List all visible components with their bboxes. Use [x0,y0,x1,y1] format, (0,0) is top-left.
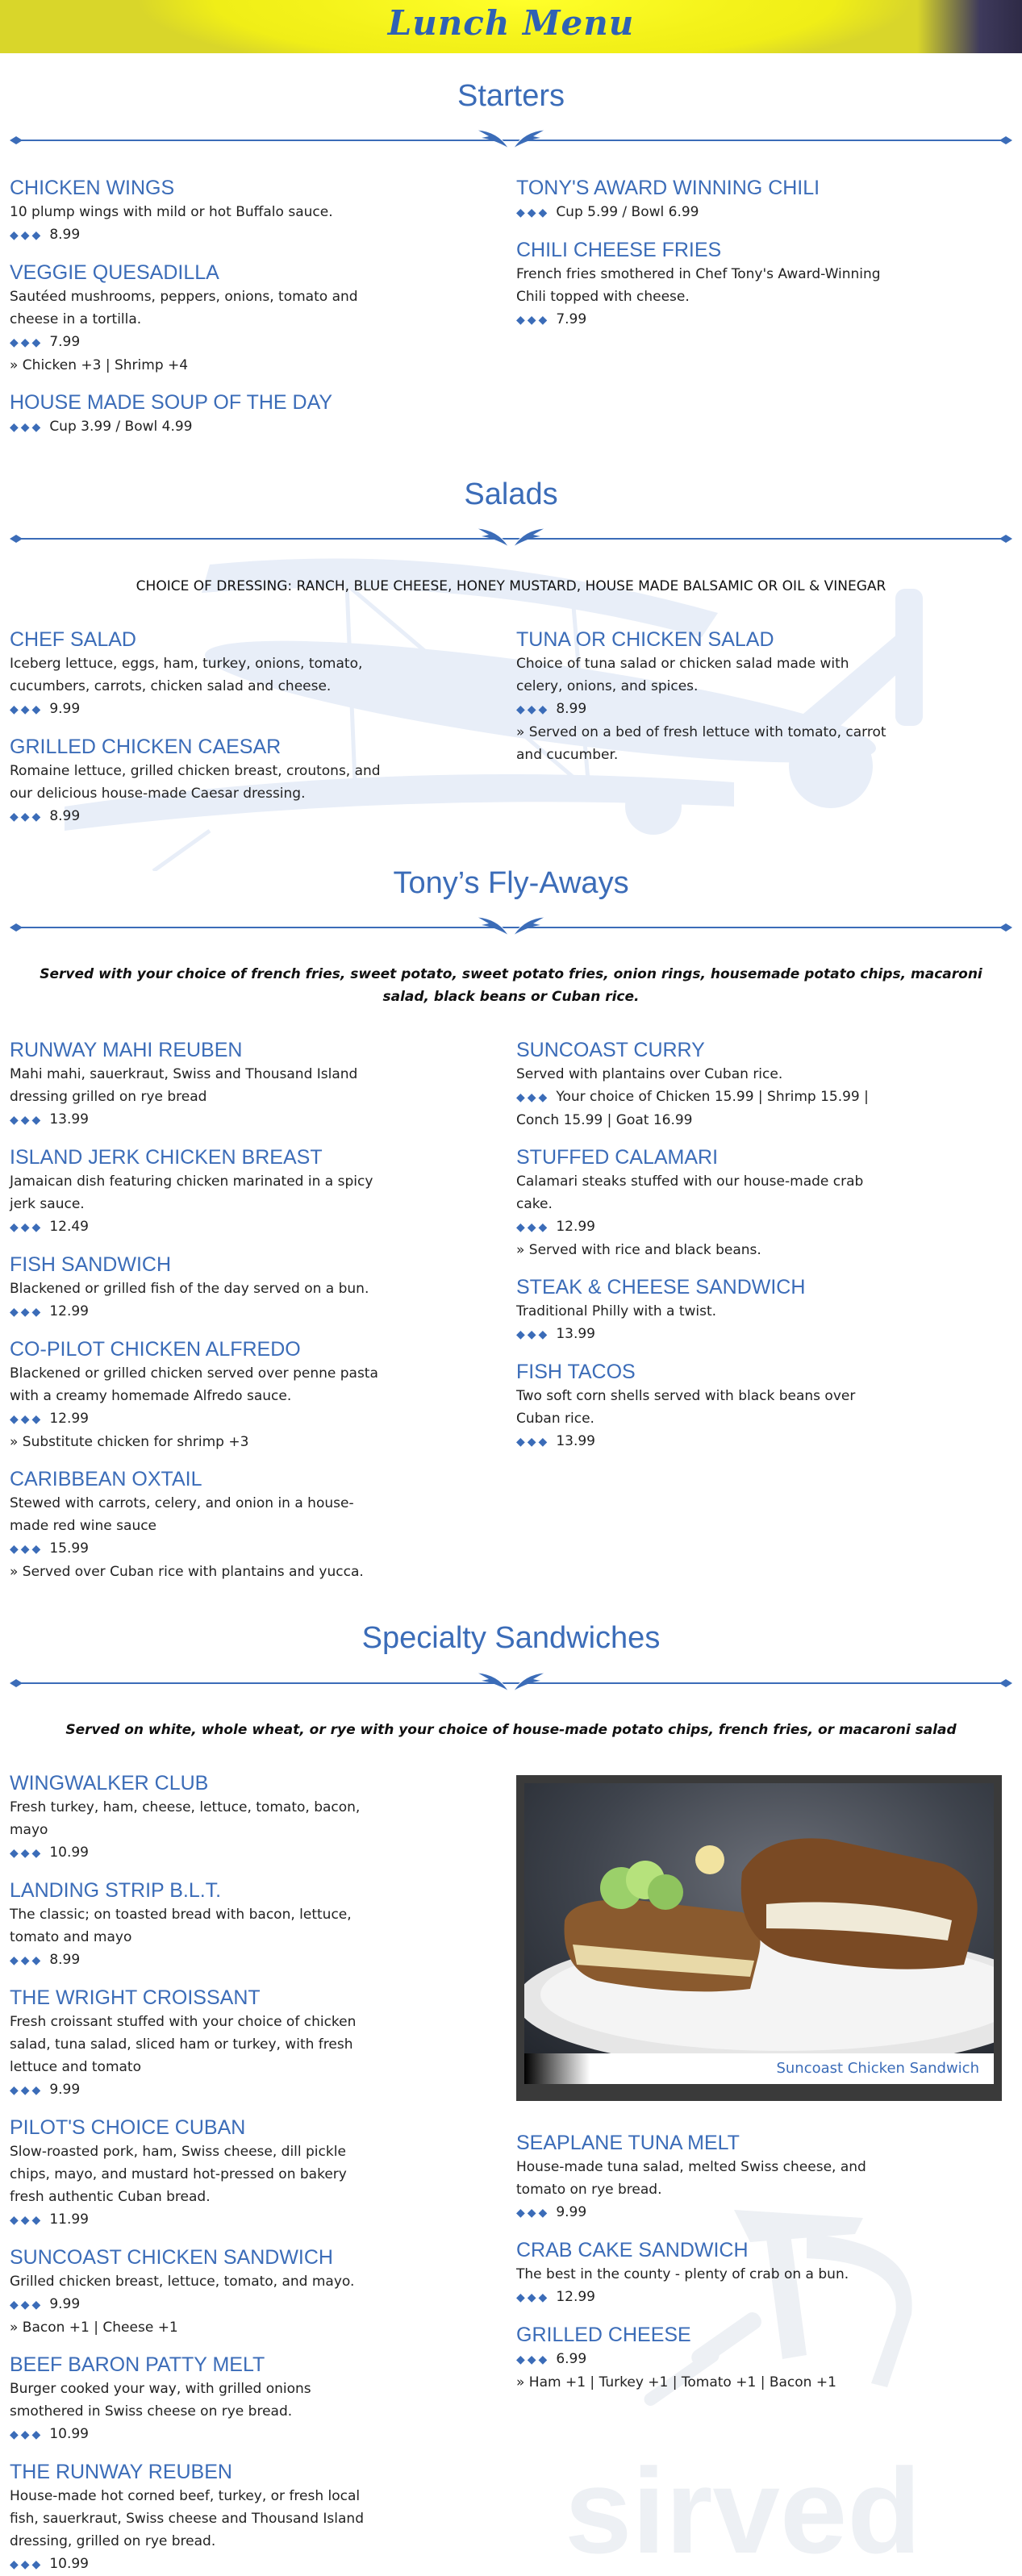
menu-item-soup-of-the-day: HOUSE MADE SOUP OF THE DAY ◆◆◆ Cup 3.99 / Bowl 4.99 [10,391,333,435]
menu-item-suncoast-chicken-sandwich: SUNCOAST CHICKEN SANDWICH Grilled chicken breast, lettuce, tomato, and mayo. ◆◆◆ 9.99 » Bacon +1 | Cheese +1 [10,2246,355,2336]
menu-item-wright-croissant: THE WRIGHT CROISSANT Fresh croissant stuffed with your choice of chicken salad, tuna salad, sliced ham or turkey, with fresh lettuce and tomato ◆◆◆ 9.99 [10,1986,357,2098]
sandwich-photo [516,1775,1002,2101]
menu-item-landing-strip-blt: LANDING STRIP B.L.T. The classic; on toasted bread with bacon, lettuce, tomato and mayo ◆◆◆ 8.99 [10,1879,352,1968]
diamond-icon: ◆◆◆ [10,2428,44,2441]
starters-divider [10,128,1012,152]
diamond-icon: ◆◆◆ [516,703,550,716]
diamond-icon: ◆◆◆ [10,1114,44,1127]
diamond-icon: ◆◆◆ [516,2353,550,2366]
diamond-icon: ◆◆◆ [10,1221,44,1234]
diamond-icon: ◆◆◆ [10,1847,44,1860]
menu-item-runway-reuben: THE RUNWAY REUBEN House-made hot corned beef, turkey, or fresh local fish, sauerkraut, Swiss cheese and Thousand Island dressing, grilled on rye bread. ◆◆◆ 10.99 [10,2461,364,2572]
diamond-icon: ◆◆◆ [516,2207,550,2220]
menu-item-pilots-choice-cuban: PILOT'S CHOICE CUBAN Slow-roasted pork, ham, Swiss cheese, dill pickle chips, mayo, and mustard hot-pressed on bakery fresh authentic Cuban bread. ◆◆◆ 11.99 [10,2116,347,2228]
diamond-icon: ◆◆◆ [10,2299,44,2311]
salads-divider [10,527,1012,551]
menu-item-chicken-wings: CHICKEN WINGS 10 plump wings with mild or hot Buffalo sauce. ◆◆◆ 8.99 [10,177,333,243]
sandwiches-divider [10,1671,1012,1695]
diamond-icon: ◆◆◆ [516,2291,550,2304]
salads-title: Salads [464,477,558,511]
diamond-icon: ◆◆◆ [516,206,550,219]
header-banner [0,0,1022,53]
menu-item-chili-cheese-fries: CHILI CHEESE FRIES French fries smothered in Chef Tony's Award-Winning Chili topped with cheese. ◆◆◆ 7.99 [516,239,881,327]
diamond-icon: ◆◆◆ [10,703,44,716]
diamond-icon: ◆◆◆ [516,314,550,327]
diamond-icon: ◆◆◆ [10,421,44,434]
diamond-icon: ◆◆◆ [10,2558,44,2571]
menu-item-co-pilot-chicken-alfredo: CO-PILOT CHICKEN ALFREDO Blackened or grilled chicken served over penne pasta with a creamy homemade Alfredo sauce. ◆◆◆ 12.99 » Substitute chicken for shrimp +3 [10,1338,378,1450]
diamond-icon: ◆◆◆ [10,1543,44,1556]
menu-item-grilled-chicken-caesar: GRILLED CHICKEN CAESAR Romaine lettuce, grilled chicken breast, croutons, and our delicious house-made Caesar dressing. ◆◆◆ 8.99 [10,736,381,824]
diamond-icon: ◆◆◆ [10,811,44,823]
menu-item-island-jerk-chicken: ISLAND JERK CHICKEN BREAST Jamaican dish featuring chicken marinated in a spicy jerk sauce. ◆◆◆ 12.49 [10,1146,373,1235]
sandwiches-bread-note: Served on white, whole wheat, or rye with your choice of house-made potato chips, french fries, or macaroni salad [65,1722,957,1738]
diamond-icon: ◆◆◆ [10,2214,44,2227]
sandwich-photo-image [524,1783,994,2053]
diamond-icon: ◆◆◆ [10,1306,44,1319]
menu-item-stuffed-calamari: STUFFED CALAMARI Calamari steaks stuffed with our house-made crab cake. ◆◆◆ 12.99 » Served with rice and black beans. [516,1146,864,1258]
menu-item-award-winning-chili: TONY'S AWARD WINNING CHILI ◆◆◆ Cup 5.99 / Bowl 6.99 [516,177,820,220]
diamond-icon: ◆◆◆ [516,1221,550,1234]
diamond-icon: ◆◆◆ [10,336,44,349]
menu-item-chef-salad: CHEF SALAD Iceberg lettuce, eggs, ham, turkey, onions, tomato, cucumbers, carrots, chicken salad and cheese. ◆◆◆ 9.99 [10,628,363,717]
flyaways-divider [10,915,1012,940]
flyaways-sides-note: Served with your choice of french fries, sweet potato, sweet potato fries, onion rings, housemade potato chips, macaroni salad, black beans or Cuban rice. [40,966,982,1005]
sandwiches-title: Specialty Sandwiches [361,1621,661,1655]
menu-item-beef-baron-patty-melt: BEEF BARON PATTY MELT Burger cooked your way, with grilled onions smothered in Swiss cheese on rye bread. ◆◆◆ 10.99 [10,2353,311,2442]
diamond-icon: ◆◆◆ [10,1954,44,1967]
diamond-icon: ◆◆◆ [516,1328,550,1341]
menu-item-caribbean-oxtail: CARIBBEAN OXTAIL Stewed with carrots, celery, and onion in a house-made red wine sauce ◆◆◆ 15.99 » Served over Cuban rice with plantains and yucca. [10,1468,364,1580]
flyaways-title: Tony’s Fly-Aways [393,866,629,900]
menu-item-suncoast-curry: SUNCOAST CURRY Served with plantains over Cuban rice. ◆◆◆ Your choice of Chicken 15.99 | Shrimp 15.99 | Conch 15.99 | Goat 16.99 [516,1039,869,1128]
menu-item-steak-cheese-sandwich: STEAK & CHEESE SANDWICH Traditional Philly with a twist. ◆◆◆ 13.99 [516,1276,806,1342]
diamond-icon: ◆◆◆ [10,2084,44,2097]
photo-caption: Suncoast Chicken Sandwich [524,2053,994,2084]
menu-item-tuna-or-chicken-salad: TUNA OR CHICKEN SALAD Choice of tuna salad or chicken salad made with celery, onions, and spices. ◆◆◆ 8.99 » Served on a bed of fresh lettuce with tomato, carrot and cucumber. [516,628,886,763]
menu-item-fish-tacos: FISH TACOS Two soft corn shells served with black beans over Cuban rice. ◆◆◆ 13.99 [516,1361,856,1449]
diamond-icon: ◆◆◆ [10,1413,44,1426]
menu-item-grilled-cheese: GRILLED CHEESE ◆◆◆ 6.99 » Ham +1 | Turkey +1 | Tomato +1 | Bacon +1 [516,2324,836,2391]
starters-title: Starters [457,79,565,113]
menu-item-runway-mahi-reuben: RUNWAY MAHI REUBEN Mahi mahi, sauerkraut, Swiss and Thousand Island dressing grilled on rye bread ◆◆◆ 13.99 [10,1039,358,1128]
diamond-icon: ◆◆◆ [516,1091,550,1104]
watermark-text: sirved [565,2443,921,2573]
menu-item-crab-cake-sandwich: CRAB CAKE SANDWICH The best in the county - plenty of crab on a bun. ◆◆◆ 12.99 [516,2239,849,2305]
diamond-icon: ◆◆◆ [516,1436,550,1448]
diamond-icon: ◆◆◆ [10,229,44,242]
menu-item-seaplane-tuna-melt: SEAPLANE TUNA MELT House-made tuna salad, melted Swiss cheese, and tomato on rye bread. ◆◆◆ 9.99 [516,2132,866,2220]
menu-item-wingwalker-club: WINGWALKER CLUB Fresh turkey, ham, cheese, lettuce, tomato, bacon, mayo ◆◆◆ 10.99 [10,1772,361,1861]
menu-item-fish-sandwich: FISH SANDWICH Blackened or grilled fish of the day served on a bun. ◆◆◆ 12.99 [10,1253,369,1319]
page-title: Lunch Menu [387,3,635,43]
menu-item-veggie-quesadilla: VEGGIE QUESADILLA Sautéed mushrooms, peppers, onions, tomato and cheese in a tortilla. ◆◆◆ 7.99 » Chicken +3 | Shrimp +4 [10,261,358,373]
sandwich-image-icon [524,1783,994,2053]
salads-dressing-note: CHOICE OF DRESSING: RANCH, BLUE CHEESE, HONEY MUSTARD, HOUSE MADE BALSAMIC OR OIL & VINEGAR [136,578,886,594]
